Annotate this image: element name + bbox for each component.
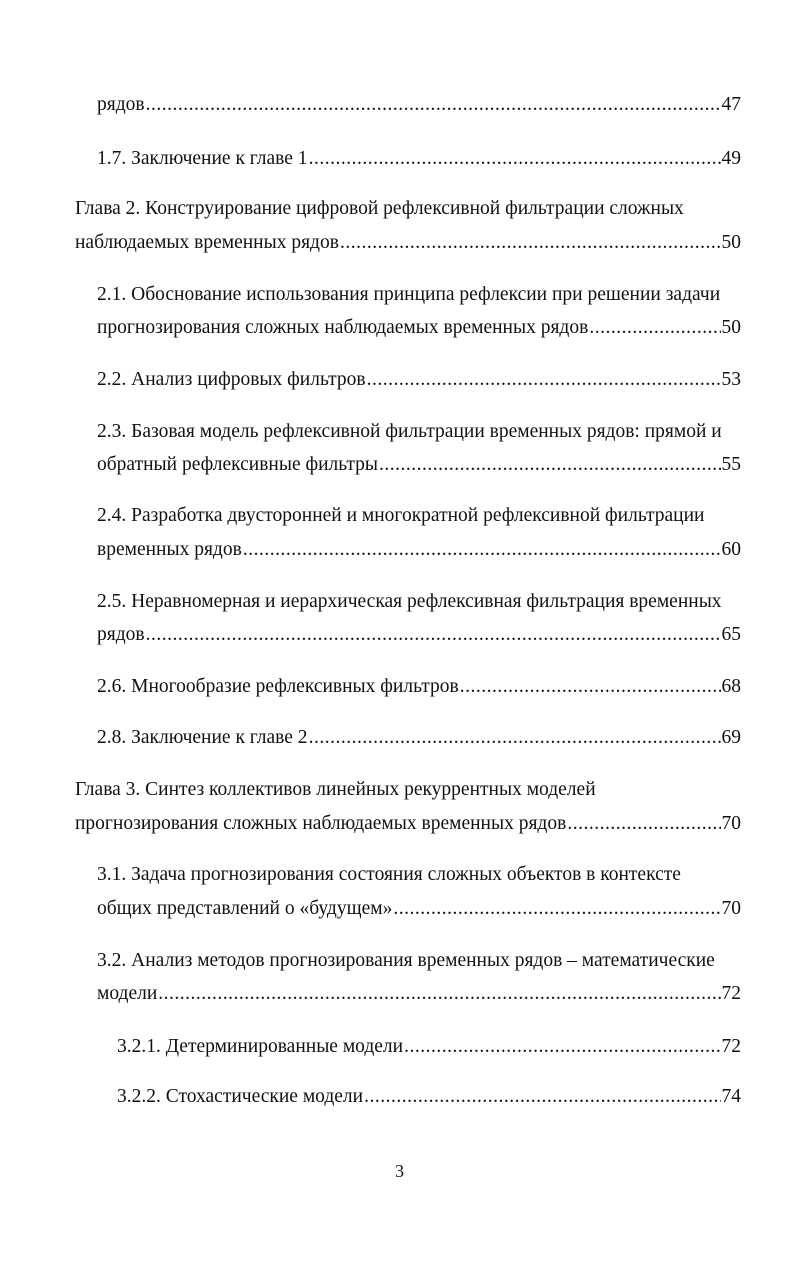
leader-dots: [567, 811, 720, 837]
toc-entry: [117, 1084, 741, 1110]
toc-page-number: 70: [721, 813, 741, 834]
toc-entry-title: рядов: [97, 624, 145, 645]
leader-dots: [393, 896, 720, 922]
toc-entry-title-line: 2.5. Неравномерная и иерархическая рефлексивная фильтрация временных: [97, 591, 722, 612]
toc-entry-title: временных рядов: [97, 539, 242, 560]
leader-dots: [364, 1084, 720, 1110]
toc-page-number: 68: [721, 676, 741, 697]
toc-entry-title-line: 2.1. Обоснование использования принципа рефлексии при решении задачи: [97, 284, 721, 305]
leader-dots: [309, 146, 721, 172]
leader-dots: [158, 981, 720, 1007]
toc-entry-title: наблюдаемых временных рядов: [75, 232, 339, 253]
toc-entry: [97, 537, 741, 563]
toc-page-number: 50: [721, 317, 741, 338]
toc-page-number: 60: [721, 539, 741, 560]
leader-dots: [309, 725, 721, 751]
toc-entry-title-line: Глава 3. Синтез коллективов линейных рекуррентных моделей: [75, 779, 596, 800]
toc-entry-title: обратный рефлексивные фильтры: [97, 454, 379, 475]
toc-page-number: 47: [721, 94, 741, 115]
toc-entry-title: 2.6. Многообразие рефлексивных фильтров: [97, 676, 459, 697]
toc-entry-title: 1.7. Заключение к главе 1: [97, 148, 308, 169]
toc-entry: [75, 811, 741, 837]
toc-entry-title-line: 3.1. Задача прогнозирования состояния сложных объектов в контексте: [97, 864, 681, 885]
toc-entry: [97, 674, 741, 700]
toc-entry: [75, 230, 741, 256]
toc-entry: [97, 146, 741, 172]
toc-entry: [97, 367, 741, 393]
toc-entry-title-line: Глава 2. Конструирование цифровой рефлексивной фильтрации сложных: [75, 198, 684, 219]
toc-page-number: 72: [721, 1036, 741, 1057]
toc-page-number: 72: [721, 983, 741, 1004]
leader-dots: [379, 452, 720, 478]
toc-entry-title-line: 3.2. Анализ методов прогнозирования временных рядов – математические: [97, 950, 715, 971]
toc-entry-title: прогнозирования сложных наблюдаемых временных рядов: [75, 813, 567, 834]
toc-entry-title: 3.2.1. Детерминированные модели: [117, 1036, 404, 1057]
toc-entry-title: прогнозирования сложных наблюдаемых временных рядов: [97, 317, 589, 338]
toc-page-number: 70: [721, 898, 741, 919]
toc-entry: [97, 452, 741, 478]
toc-page-number: 69: [721, 727, 741, 748]
leader-dots: [367, 367, 721, 393]
leader-dots: [340, 230, 721, 256]
toc-entry-title: общих представлений о «будущем»: [97, 898, 393, 919]
toc-entry: [97, 896, 741, 922]
toc-entry: [117, 1034, 741, 1060]
page-number: 3: [395, 1161, 404, 1181]
toc-entry: [97, 92, 741, 118]
leader-dots: [146, 622, 721, 648]
toc-entry-title: рядов: [97, 94, 145, 115]
leader-dots: [146, 92, 721, 118]
toc-entry: [97, 981, 741, 1007]
toc-page-number: 55: [721, 454, 741, 475]
toc-entry: [97, 725, 741, 751]
toc-entry-title: модели: [97, 983, 158, 1004]
toc-page-number: 49: [721, 148, 741, 169]
toc-entry-title-line: 2.3. Базовая модель рефлексивной фильтрации временных рядов: прямой и: [97, 421, 722, 442]
toc-page-number: 50: [721, 232, 741, 253]
leader-dots: [243, 537, 721, 563]
toc-entry-title-line: 2.4. Разработка двусторонней и многократной рефлексивной фильтрации: [97, 505, 705, 526]
toc-entry-title: 2.8. Заключение к главе 2: [97, 727, 308, 748]
leader-dots: [460, 674, 721, 700]
toc-entry-title: 3.2.2. Стохастические модели: [117, 1086, 364, 1107]
toc-page-number: 53: [721, 369, 741, 390]
leader-dots: [404, 1034, 720, 1060]
toc-entry: [97, 622, 741, 648]
toc-page-number: 74: [721, 1086, 741, 1107]
toc-entry-title: 2.2. Анализ цифровых фильтров: [97, 369, 366, 390]
toc-entry: [97, 315, 741, 341]
leader-dots: [589, 315, 720, 341]
toc-page-number: 65: [721, 624, 741, 645]
